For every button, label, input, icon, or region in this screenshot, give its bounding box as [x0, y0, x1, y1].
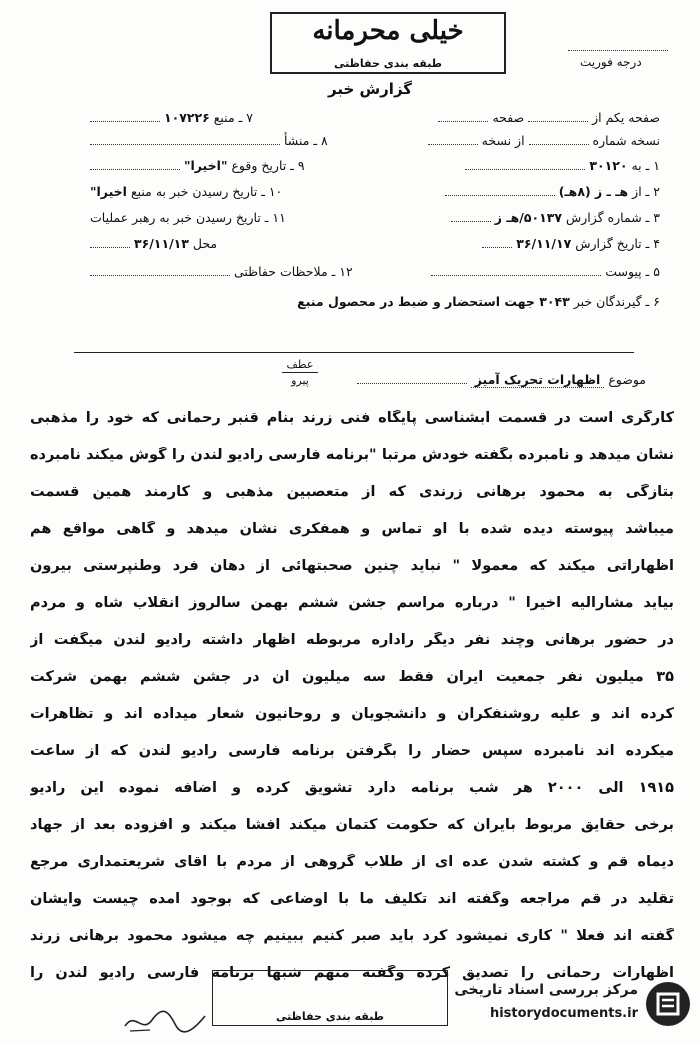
classification-label: طبقه بندی حفاظتی: [333, 57, 443, 70]
body-line: نشان میدهد و نامبرده بگفته خودش مرتبا "برنامه فارسی رادیو لندن را گوش میکند نامبرده: [30, 447, 674, 463]
form-row-attachment: [431, 264, 660, 279]
form-row-security-notes: [90, 264, 353, 279]
form-row-page: [438, 110, 660, 125]
form-label: ۱۰ ـ تاریخ رسیدن خبر به منبع: [130, 184, 283, 199]
form-label: ۱۲ ـ ملاحظات حفاظتی: [233, 264, 353, 279]
signature-icon: [120, 1006, 210, 1036]
form-row-operator-received-date: [90, 210, 286, 225]
form-label: ۸ ـ منشأ: [283, 133, 328, 148]
classification-stamp: [270, 12, 506, 74]
form-label: صفحه یکم از: [592, 110, 660, 125]
form-value: ۳۶/۱۱/۱۳: [133, 236, 189, 251]
form-value: ۵۰۱۳۷/هـ ز: [494, 210, 562, 225]
body-line: میباشد پیوسته دیده شده با او تماس و همفکری نشان میدهد و گاهی مواقع هم: [30, 521, 674, 537]
form-label: ۵ ـ پیوست: [605, 264, 660, 279]
form-value: صفحه: [492, 110, 525, 125]
form-value: ۳۰۱۲۰: [589, 158, 628, 173]
form-label: ۱ ـ به: [631, 158, 660, 173]
form-value: ۱۰۷۲۲۶: [163, 110, 210, 125]
watermark-persian: مرکز بررسی اسناد تاریخی: [454, 982, 638, 998]
followup-label: پیرو: [291, 374, 309, 387]
body-line: ۱۹۱۵ الی ۲۰۰۰ هر شب برنامه دارد تشویق کرده و اضافه نموده این رادیو: [30, 780, 674, 796]
body-line: در حضور برهانی وچند نفر دیگر راداره مربوطه اظهار داشته رادیو لندن میگفت از: [30, 632, 674, 648]
body-line: برخی حقایق مربوط بایران که حکومت کتمان میکند افشا میکند و افزوده بعد از جهاد: [30, 817, 674, 833]
form-row-location: [90, 236, 217, 251]
form-row-source: [90, 110, 253, 125]
form-row-origin: [90, 133, 328, 148]
classification-handwritten: خیلی محرمانه: [312, 16, 464, 46]
body-line: بتازگی به محمود برهانی زرندی که از متعصبین مذهبی و کارمند همین قسمت: [30, 484, 674, 500]
archive-watermark: [454, 974, 696, 1034]
form-row-recipients: [297, 294, 660, 309]
body-line: اظهاراتی میکند که معمولا " نباید چنین صحبتهائی از دهان فرد وطنپرستی بیرون: [30, 558, 674, 574]
body-line: کرده اند و علیه روشنفکران و دانشجویان و روحانیون شعار میداده اند و تظاهرات: [30, 706, 674, 722]
subject-value: اظهارات تحریک آمیز: [471, 372, 605, 388]
form-value: ۳۰۴۳ جهت استحضار و ضبط در محصول منبع: [297, 294, 570, 309]
subject-label: موضوع: [608, 372, 646, 387]
form-label: محل: [192, 236, 218, 251]
header-divider: [74, 352, 634, 353]
body-line: اظهارات رحمانی را تصدیق کرده وگفته منهم شبها برنامه فارسی رادیو لندن را: [30, 965, 674, 981]
form-label: ۹ ـ تاریخ وقوع: [231, 158, 305, 173]
urgency-label: درجه فوریت: [580, 55, 642, 69]
form-value: ۳۶/۱۱/۱۷: [516, 236, 572, 251]
form-label: نسخه شماره: [592, 133, 660, 148]
form-row-report-number: [451, 210, 660, 225]
urgency-line: [568, 50, 668, 51]
body-line: دیماه قم و کشته شدن عده ای از طلاب گروهی از مردم با آقای شریعتمداری مرجع: [30, 854, 674, 870]
form-label: ۷ ـ منبع: [213, 110, 253, 125]
body-line: میکرده اند نامبرده سپس حضار را بگرفتن برنامه فارسی رادیو لندن که از ساعت: [30, 743, 674, 759]
form-row-copy: [428, 133, 660, 148]
report-title: گزارش خبر: [327, 80, 413, 98]
form-row-to: [465, 158, 660, 173]
form-value: هـ ـ ز (۸هـ): [558, 184, 629, 199]
body-line: گفته اند فعلا " کاری نمیشود کرد باید صبر کنیم ببینیم چه میشود محمود برهانی زرند: [30, 928, 674, 944]
reference-box: [282, 358, 318, 387]
watermark-url: historydocuments.ir: [489, 1006, 638, 1021]
form-label: ۲ ـ از: [632, 184, 660, 199]
form-label: ۶ ـ گیرندگان خبر: [573, 294, 660, 309]
form-label: ۴ ـ تاریخ گزارش: [575, 236, 660, 251]
body-line: ۳۵ میلیون نفر جمعیت ایران فقط سه میلیون آن در جشن ششم بهمن شرکت: [30, 669, 674, 685]
form-row-occurrence-date: [90, 158, 305, 173]
body-line: بیآید مشارالیه اخیرا " درباره مراسم جشن ششم بهمن سالروز انقلاب شاه و مردم: [30, 595, 674, 611]
body-line: کارگری است در قسمت آبشناسی پایگاه فنی زرند بنام قنبر رحمانی که خود را مذهبی: [30, 410, 674, 426]
body-line: تقلید در قم مراجعه وگفته اند تکلیف ما با اوضاعی که بوجود آمده چیست وایشان: [30, 891, 674, 907]
form-value: از نسخه: [481, 133, 525, 148]
reference-label: عطف: [282, 358, 318, 373]
bottom-classification-label: طبقه بندی حفاظتی: [275, 1010, 385, 1023]
bottom-classification-stamp: [212, 970, 448, 1026]
form-value: "اخیرا": [183, 158, 228, 173]
form-label: ۱۱ ـ تاریخ رسیدن خبر به رهبر عملیات: [90, 210, 286, 225]
form-row-from: [445, 184, 660, 199]
archive-logo-icon: [644, 980, 692, 1028]
subject-line: [357, 372, 646, 387]
form-row-report-date: [482, 236, 660, 251]
form-label: ۳ ـ شماره گزارش: [565, 210, 660, 225]
form-row-source-received-date: [90, 184, 282, 199]
form-value: اخیرا": [90, 184, 127, 199]
